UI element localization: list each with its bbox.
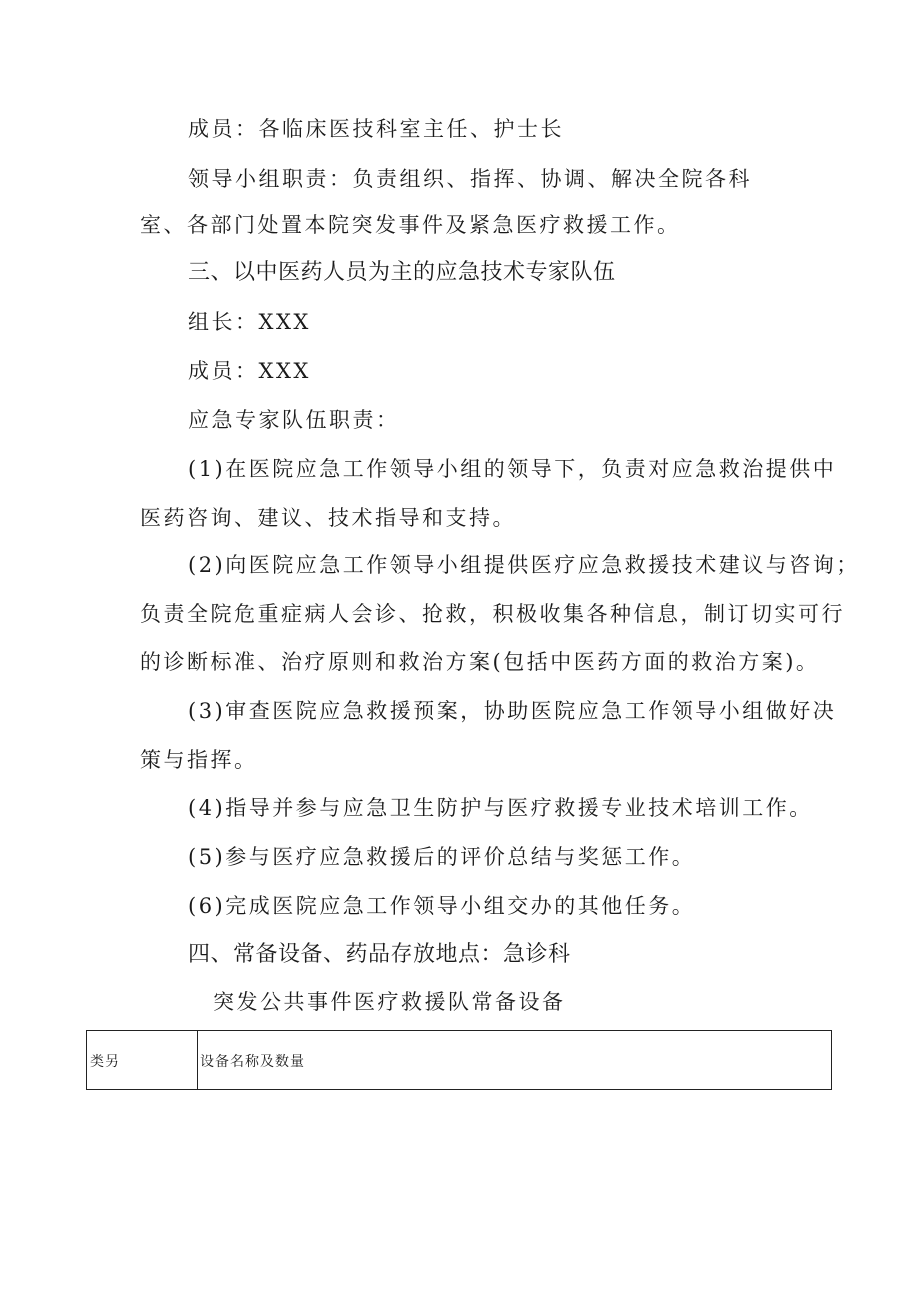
paragraph-line: 负责全院危重症病人会诊、抢救，积极收集各种信息，制订切实可行 (140, 602, 845, 626)
paragraph-line: 成员：XXX (188, 359, 311, 383)
paragraph-line: 医药咨询、建议、技术指导和支持。 (140, 506, 516, 530)
paragraph-line: (6)完成医院应急工作领导小组交办的其他任务。 (188, 894, 696, 918)
section-heading: 三、以中医药人员为主的应急技术专家队伍 (188, 260, 616, 285)
section-heading: 四、常备设备、药品存放地点：急诊科 (188, 942, 571, 967)
paragraph-line: 的诊断标准、治疗原则和救治方案(包括中医药方面的救治方案)。 (140, 650, 820, 674)
paragraph-line: (1)在医院应急工作领导小组的领导下，负责对应急救治提供中 (188, 457, 837, 481)
table-header-category: 类另 (87, 1031, 198, 1089)
paragraph-line: 应急专家队伍职责： (188, 408, 400, 432)
paragraph-line: 室、各部门处置本院突发事件及紧急医疗救援工作。 (140, 213, 681, 237)
paragraph-line: 成员：各临床医技科室主任、护士长 (188, 117, 564, 141)
paragraph-line: (2)向医院应急工作领导小组提供医疗应急救援技术建议与咨询； (188, 553, 860, 577)
equipment-table (86, 1030, 832, 1090)
paragraph-line: (5)参与医疗应急救援后的评价总结与奖惩工作。 (188, 845, 696, 869)
table-header-equipment: 设备名称及数量 (200, 1054, 305, 1070)
paragraph-line: (4)指导并参与应急卫生防护与医疗救援专业技术培训工作。 (188, 796, 813, 820)
paragraph-line: (3)审查医院应急救援预案，协助医院应急工作领导小组做好决 (188, 699, 837, 723)
paragraph-line: 领导小组职责：负责组织、指挥、协调、解决全院各科 (188, 167, 752, 191)
table-caption: 突发公共事件医疗救援队常备设备 (213, 990, 566, 1014)
paragraph-line: 策与指挥。 (140, 748, 258, 772)
paragraph-line: 组长：XXX (188, 310, 311, 334)
